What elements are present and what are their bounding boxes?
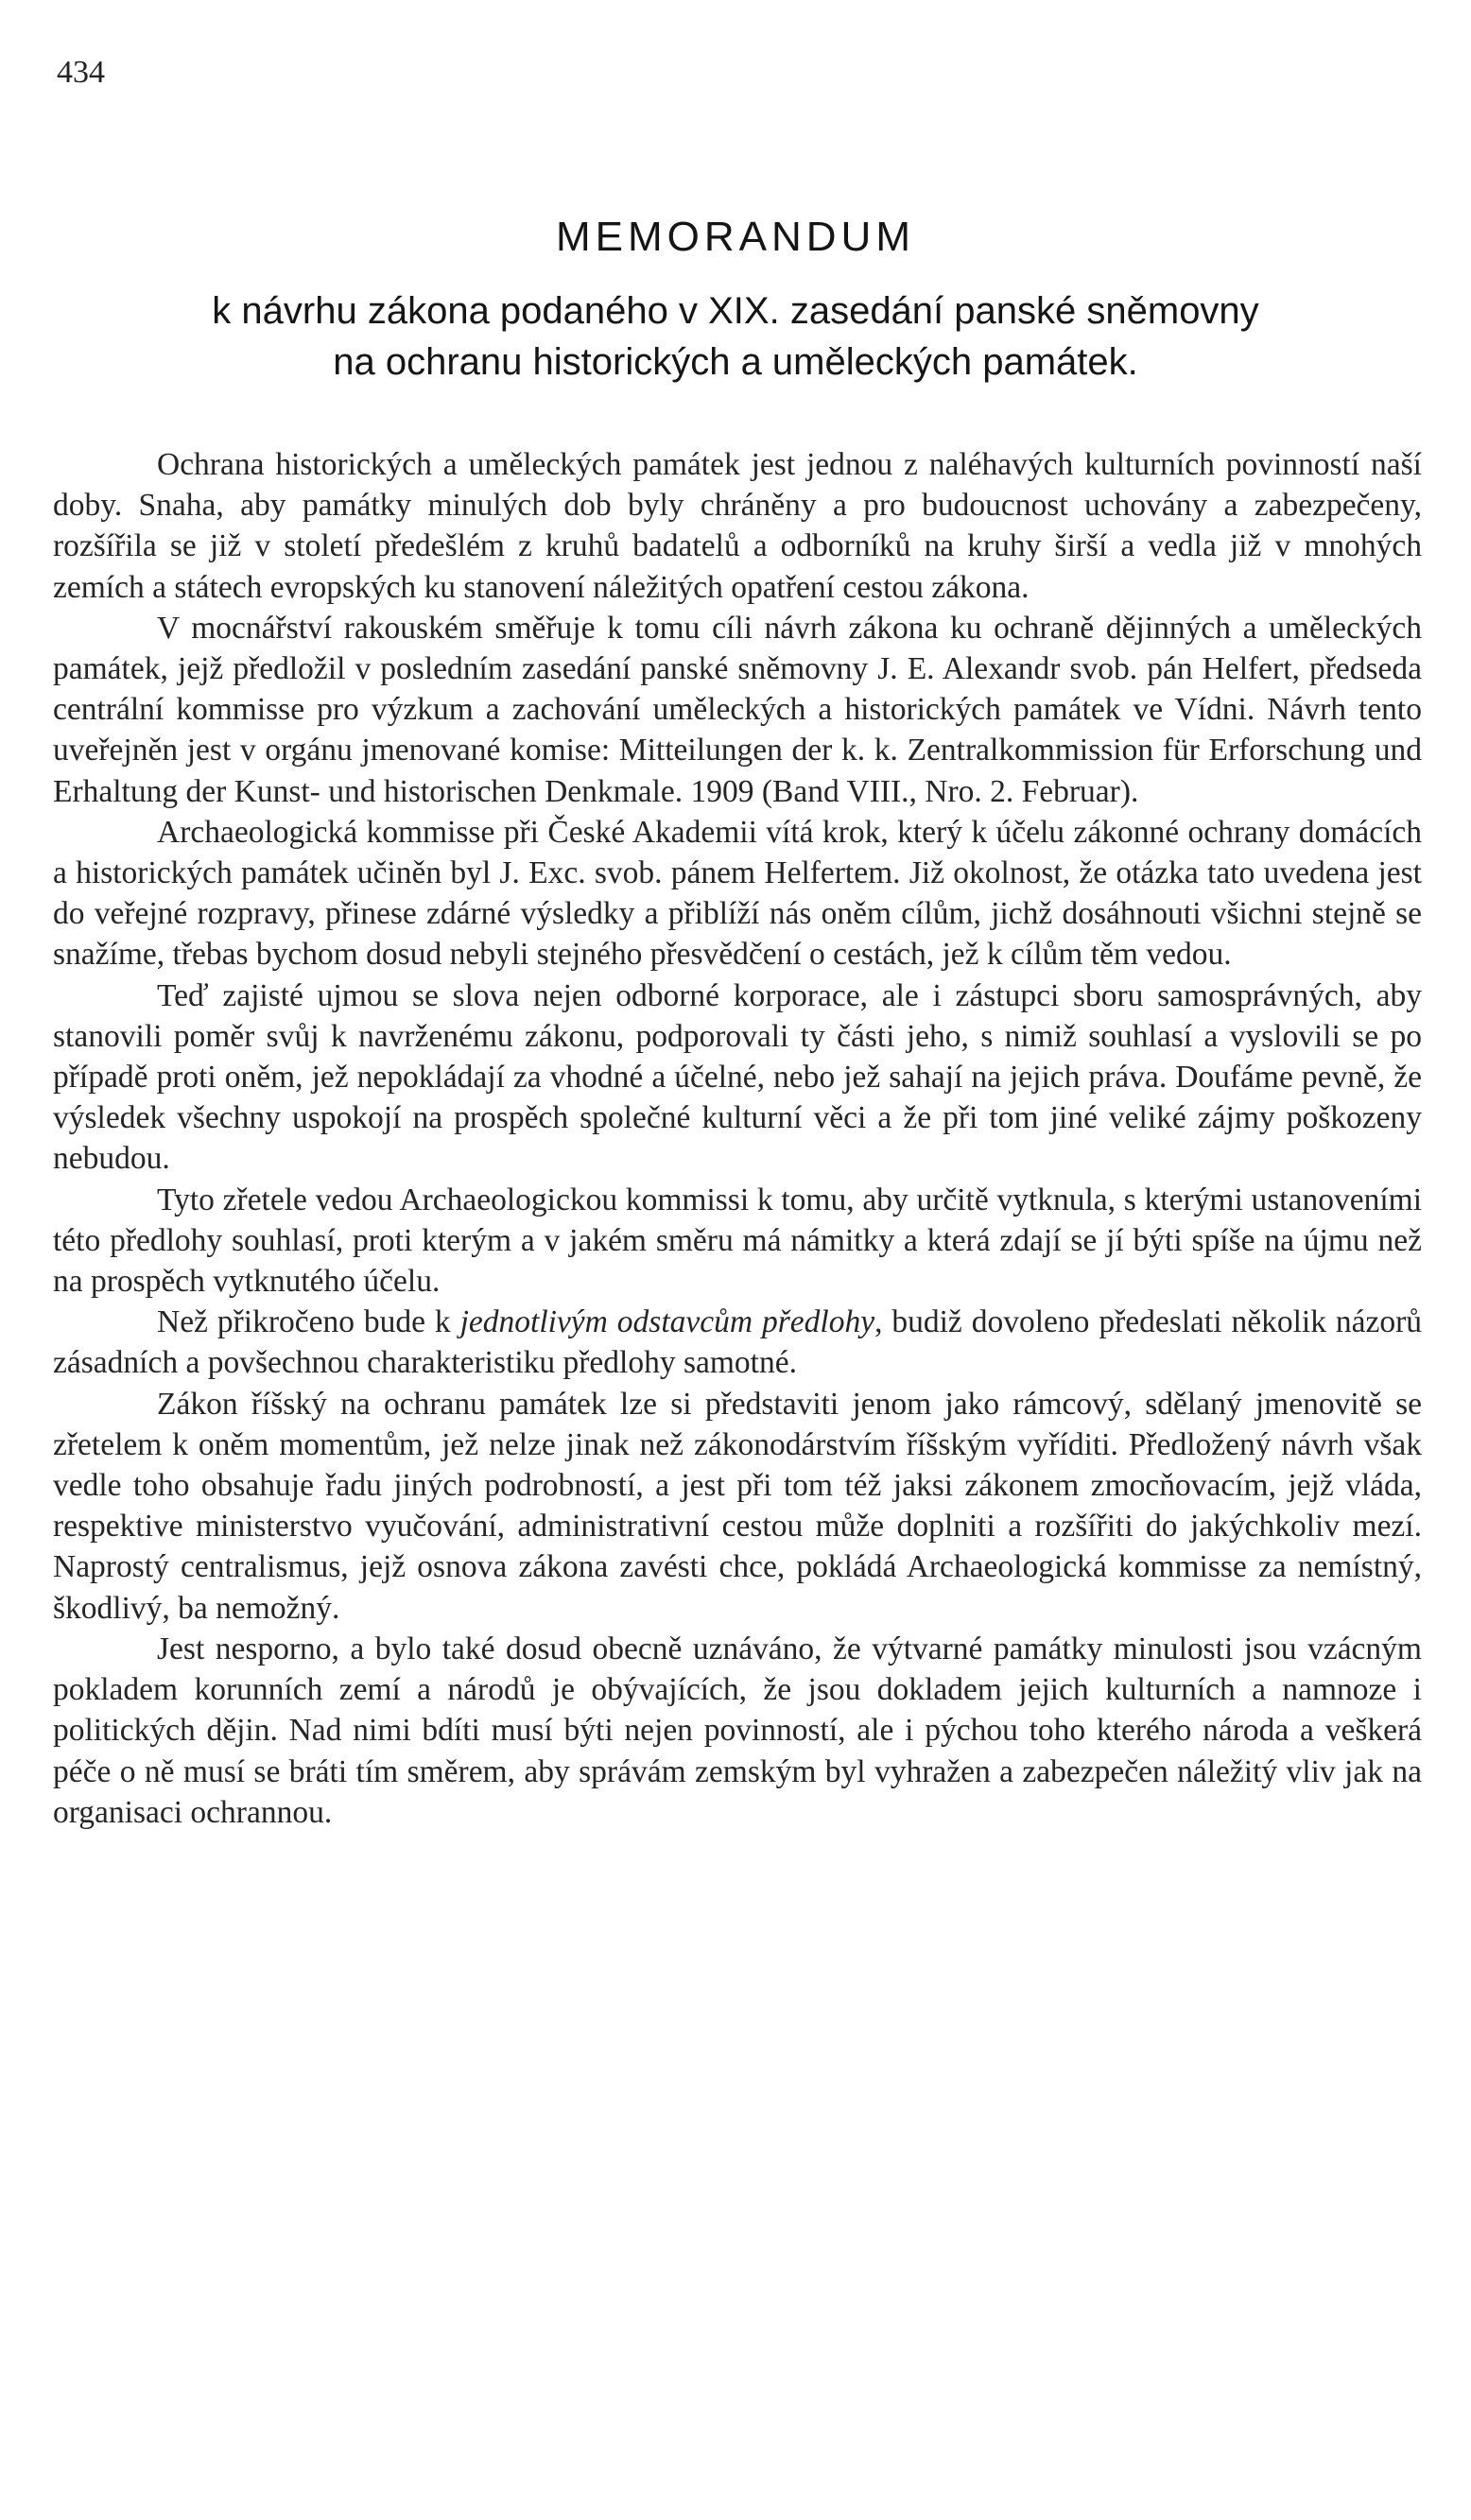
document-subtitle xyxy=(0,285,1471,388)
paragraph-4: Teď zajisté ujmou se slova nejen odborné korporace, ale i zástupci sboru samosprávných, aby stanovili poměr svůj k navrženému zákonu, podporovali ty části jeho, s nimiž souhlasí a vyslovili se po případě proti oněm, jež nepokládají za vhodné a účelné, nebo jež sahají na jejich práva. Doufáme pevně, že výsledek všechny uspokojí na prospěch společné kulturní věci a že při tom jiné veliké zájmy poškozeny nebudou. xyxy=(53,977,1422,1177)
document-heading xyxy=(0,210,1471,388)
paragraph-3: Archaeologická kommisse při České Akademii vítá krok, který k účelu zákonné ochrany domácích a historických památek učiněn byl J. Exc. svob. pánem Helfertem. Již okolnost, že otázka tato uvedena jest do veřejné rozpravy, přinese zdárné výsledky a přiblíží nás oněm cílům, jichž dosáhnouti všichni stejně se snažíme, třebas bychom dosud nebyli stejného přesvědčení o cestách, jež k cílům těm vedou. xyxy=(53,814,1422,973)
document-title: MEMORANDUM xyxy=(556,214,915,260)
paragraph-6-end: , budiž dovoleno předeslati několik názorů zásadních a povšechnou charakteristiku předlohy samotné. xyxy=(53,1304,1423,1381)
paragraph-5: Tyto zřetele vedou Archaeologickou kommissi k tomu, aby určitě vytknula, s kterými ustanoveními této předlohy souhlasí, proti kterým a v jakém směru má námitky a která zdají se jí býti spíše na újmu než na prospěch vytknutého účelu. xyxy=(53,1182,1422,1300)
paragraph-2: V mocnářství rakouském směřuje k tomu cíli návrh zákona ku ochraně dějinných a uměleckých památek, jejž předložil v posledním zasedání panské sněmovny J. E. Alexandr svob. pán Helfert, předseda centrální kommisse pro výzkum a zachování uměleckých a historických památek ve Vídni. Návrh tento uveřejněn jest v orgánu jmenované komise: Mitteilungen der k. k. Zentralkommission für Erforschung und Erhaltung der Kunst- und historischen Denkmale. 1909 (Band VIII., Nro. 2. Februar). xyxy=(53,610,1422,809)
paragraph-1: Ochrana historických a uměleckých památek jest jednou z naléhavých kulturních povinností naší doby. Snaha, aby památky minulých dob byly chráněny a pro budoucnost uchovány a zabezpečeny, rozšířila se již v století předešlém z kruhů badatelů a odborníků na kruhy širší a vedla již v mnohých zemích a státech evropských ku stanovení náležitých opatření cestou zákona. xyxy=(53,447,1422,605)
page-number: 434 xyxy=(57,55,105,90)
paragraph-7: Zákon říšský na ochranu památek lze si představiti jenom jako rámcový, sdělaný jmenovitě se zřetelem k oněm momentům, jež nelze jinak než zákonodárstvím říšským vyříditi. Předložený návrh však vedle toho obsahuje řadu jiných podrobností, a jest při tom též jaksi zákonem zmocňovacím, jejž vláda, respektive ministerstvo vyučování, administrativní cestou může doplniti a rozšířiti do jakýchkoliv mezí. Naprostý centralismus, jejž osnova zákona zavésti chce, pokládá Archaeologická kommisse za nemístný, škodlivý, ba nemožný. xyxy=(53,1386,1422,1626)
paragraph-6-start: Než přikročeno bude k xyxy=(157,1304,460,1340)
subtitle-line-2: na ochranu historických a uměleckých památek. xyxy=(333,341,1138,383)
paragraph-6-emphasis: jednotlivým odstavcům předlohy xyxy=(459,1304,875,1340)
paragraph-6 xyxy=(53,1302,1422,1383)
body-text xyxy=(53,444,1422,1833)
subtitle-line-1: k návrhu zákona podaného v XIX. zasedání panské sněmovny xyxy=(212,290,1259,332)
paragraph-8: Jest nesporno, a bylo také dosud obecně uznáváno, že výtvarné památky minulosti jsou vzácným pokladem korunních zemí a národů je obývajících, že jsou dokladem jejich kulturních a namnoze i politických dějin. Nad nimi bdíti musí býti nejen povinností, ale i pýchou toho kterého národa a veškerá péče o ně musí se bráti tím směrem, aby správám zemským byl vyhražen a zabezpečen náležitý vliv jak na organisaci ochrannou. xyxy=(53,1631,1422,1830)
